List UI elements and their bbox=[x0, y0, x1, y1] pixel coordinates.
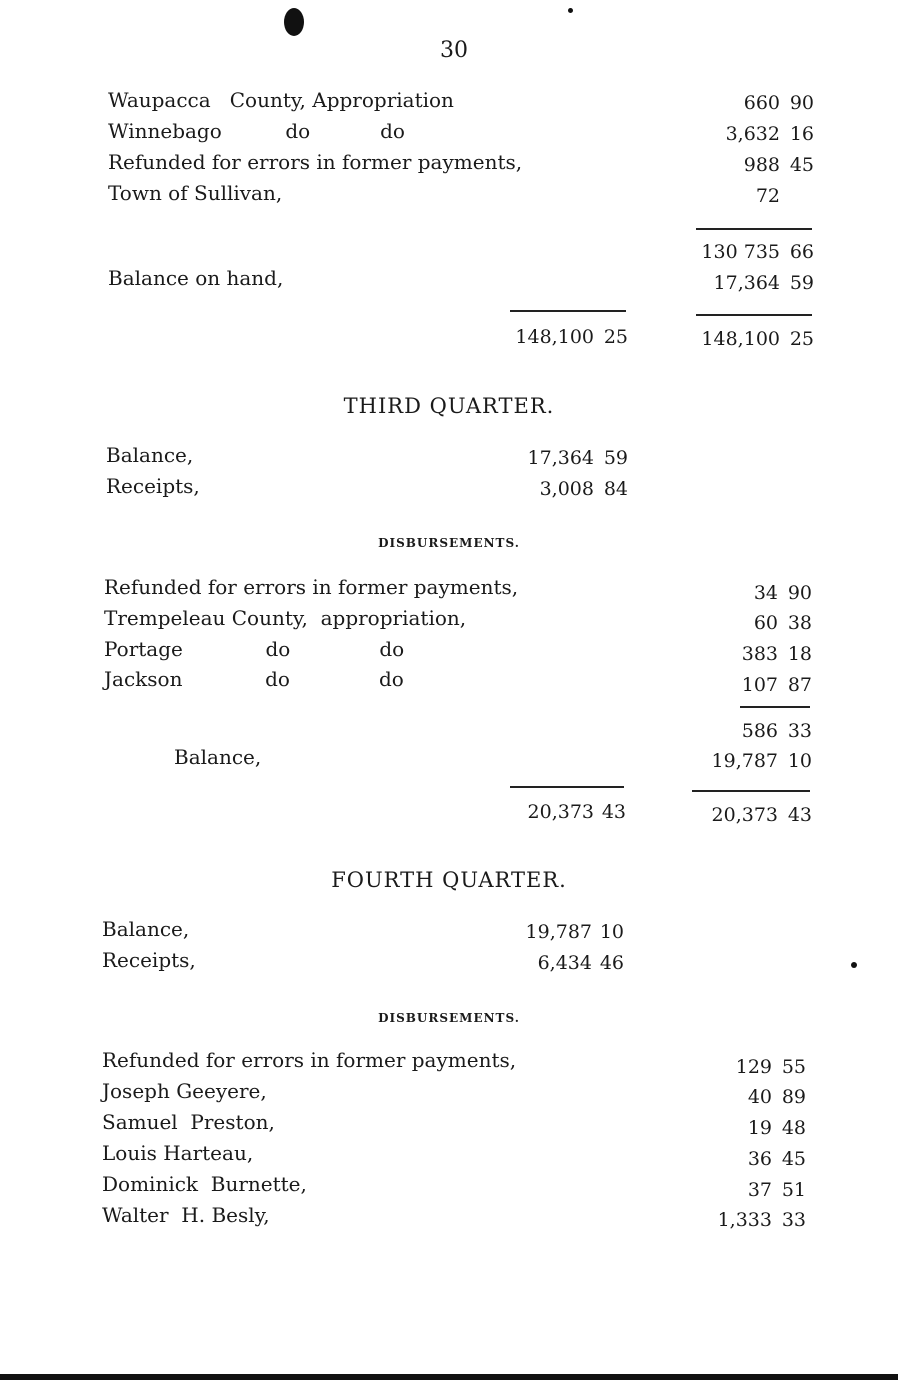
ink-speck bbox=[568, 8, 573, 13]
disbursement-cents: 48 bbox=[781, 1117, 806, 1139]
disbursement-label: Walter H. Besly, bbox=[102, 1203, 270, 1227]
disbursement-cents: 38 bbox=[787, 612, 812, 634]
entry-dollars: 72 bbox=[755, 185, 780, 207]
receipt-label: Receipts, bbox=[106, 474, 200, 498]
disbursement-cents: 45 bbox=[781, 1148, 806, 1170]
disbursement-label: Jackson do do bbox=[104, 667, 404, 691]
receipt-cents: 59 bbox=[603, 447, 628, 469]
disbursement-label: Joseph Geeyere, bbox=[102, 1079, 267, 1103]
entry-cents: 16 bbox=[789, 123, 814, 145]
entry-dollars: 988 bbox=[743, 154, 780, 176]
subtotal-dollars: 586 bbox=[741, 720, 778, 742]
receipt-label: Receipts, bbox=[102, 948, 196, 972]
total-right-dollars: 20,373 bbox=[711, 804, 778, 826]
receipt-dollars: 3,008 bbox=[539, 478, 594, 500]
receipt-dollars: 19,787 bbox=[525, 921, 592, 943]
total-rule bbox=[692, 790, 810, 792]
receipt-cents: 84 bbox=[603, 478, 628, 500]
disbursement-dollars: 34 bbox=[753, 582, 778, 604]
disbursement-label: Trempeleau County, appropriation, bbox=[104, 606, 467, 630]
disbursement-cents: 33 bbox=[781, 1209, 806, 1231]
total-left-dollars: 20,373 bbox=[527, 801, 594, 823]
entry-label: Winnebago do do bbox=[108, 119, 405, 143]
ink-blot bbox=[284, 8, 304, 36]
sum-rule bbox=[696, 228, 812, 230]
entry-dollars: 3,632 bbox=[725, 123, 780, 145]
receipt-cents: 10 bbox=[599, 921, 624, 943]
section-heading: THIRD QUARTER. bbox=[343, 394, 555, 418]
scan-edge bbox=[0, 1374, 898, 1380]
total-right-cents: 25 bbox=[789, 328, 814, 350]
disbursement-cents: 87 bbox=[787, 674, 812, 696]
disbursement-label: Louis Harteau, bbox=[102, 1141, 254, 1165]
receipt-dollars: 17,364 bbox=[527, 447, 594, 469]
disbursement-cents: 55 bbox=[781, 1056, 806, 1078]
balance-label: Balance on hand, bbox=[108, 266, 284, 290]
page-number: 30 bbox=[440, 38, 468, 63]
disbursement-dollars: 40 bbox=[747, 1086, 772, 1108]
entry-label: Waupacca County, Appropriation bbox=[108, 88, 454, 112]
entry-cents: 90 bbox=[789, 92, 814, 114]
receipt-dollars: 6,434 bbox=[537, 952, 592, 974]
balance-label: Balance, bbox=[174, 745, 262, 769]
disbursement-label: Dominick Burnette, bbox=[102, 1172, 307, 1196]
disbursement-cents: 89 bbox=[781, 1086, 806, 1108]
total-right-cents: 43 bbox=[787, 804, 812, 826]
section-heading: FOURTH QUARTER. bbox=[331, 868, 567, 892]
section-subheading: DISBURSEMENTS. bbox=[378, 1011, 520, 1025]
section-subheading: DISBURSEMENTS. bbox=[378, 536, 520, 550]
total-rule bbox=[696, 314, 812, 316]
disbursement-label: Refunded for errors in former payments, bbox=[104, 575, 519, 599]
receipt-cents: 46 bbox=[599, 952, 624, 974]
receipt-label: Balance, bbox=[106, 443, 194, 467]
disbursement-cents: 18 bbox=[787, 643, 812, 665]
disbursement-dollars: 37 bbox=[747, 1179, 772, 1201]
entry-label: Town of Sullivan, bbox=[108, 181, 283, 205]
disbursement-label: Samuel Preston, bbox=[102, 1110, 275, 1134]
entry-label: Refunded for errors in former payments, bbox=[108, 150, 523, 174]
entry-dollars: 660 bbox=[743, 92, 780, 114]
entry-cents: 45 bbox=[789, 154, 814, 176]
total-rule bbox=[510, 310, 626, 312]
disbursement-dollars: 19 bbox=[747, 1117, 772, 1139]
subtotal-dollars: 130 735 bbox=[701, 241, 780, 263]
disbursement-dollars: 107 bbox=[741, 674, 778, 696]
ink-speck bbox=[851, 962, 857, 968]
balance-dollars: 17,364 bbox=[713, 272, 780, 294]
receipt-label: Balance, bbox=[102, 917, 190, 941]
total-left-cents: 43 bbox=[601, 801, 626, 823]
disbursement-label: Portage do do bbox=[104, 637, 405, 661]
disbursement-dollars: 36 bbox=[747, 1148, 772, 1170]
balance-cents: 59 bbox=[789, 272, 814, 294]
disbursement-dollars: 60 bbox=[753, 612, 778, 634]
total-left-dollars: 148,100 bbox=[515, 326, 594, 348]
subtotal-cents: 33 bbox=[787, 720, 812, 742]
total-left-cents: 25 bbox=[603, 326, 628, 348]
disbursement-cents: 51 bbox=[781, 1179, 806, 1201]
disbursement-cents: 90 bbox=[787, 582, 812, 604]
total-rule bbox=[510, 786, 624, 788]
balance-cents: 10 bbox=[787, 750, 812, 772]
balance-dollars: 19,787 bbox=[711, 750, 778, 772]
subtotal-cents: 66 bbox=[789, 241, 814, 263]
disbursement-dollars: 1,333 bbox=[717, 1209, 772, 1231]
sum-rule bbox=[740, 706, 810, 708]
disbursement-label: Refunded for errors in former payments, bbox=[102, 1048, 517, 1072]
disbursement-dollars: 383 bbox=[741, 643, 778, 665]
total-right-dollars: 148,100 bbox=[701, 328, 780, 350]
disbursement-dollars: 129 bbox=[735, 1056, 772, 1078]
